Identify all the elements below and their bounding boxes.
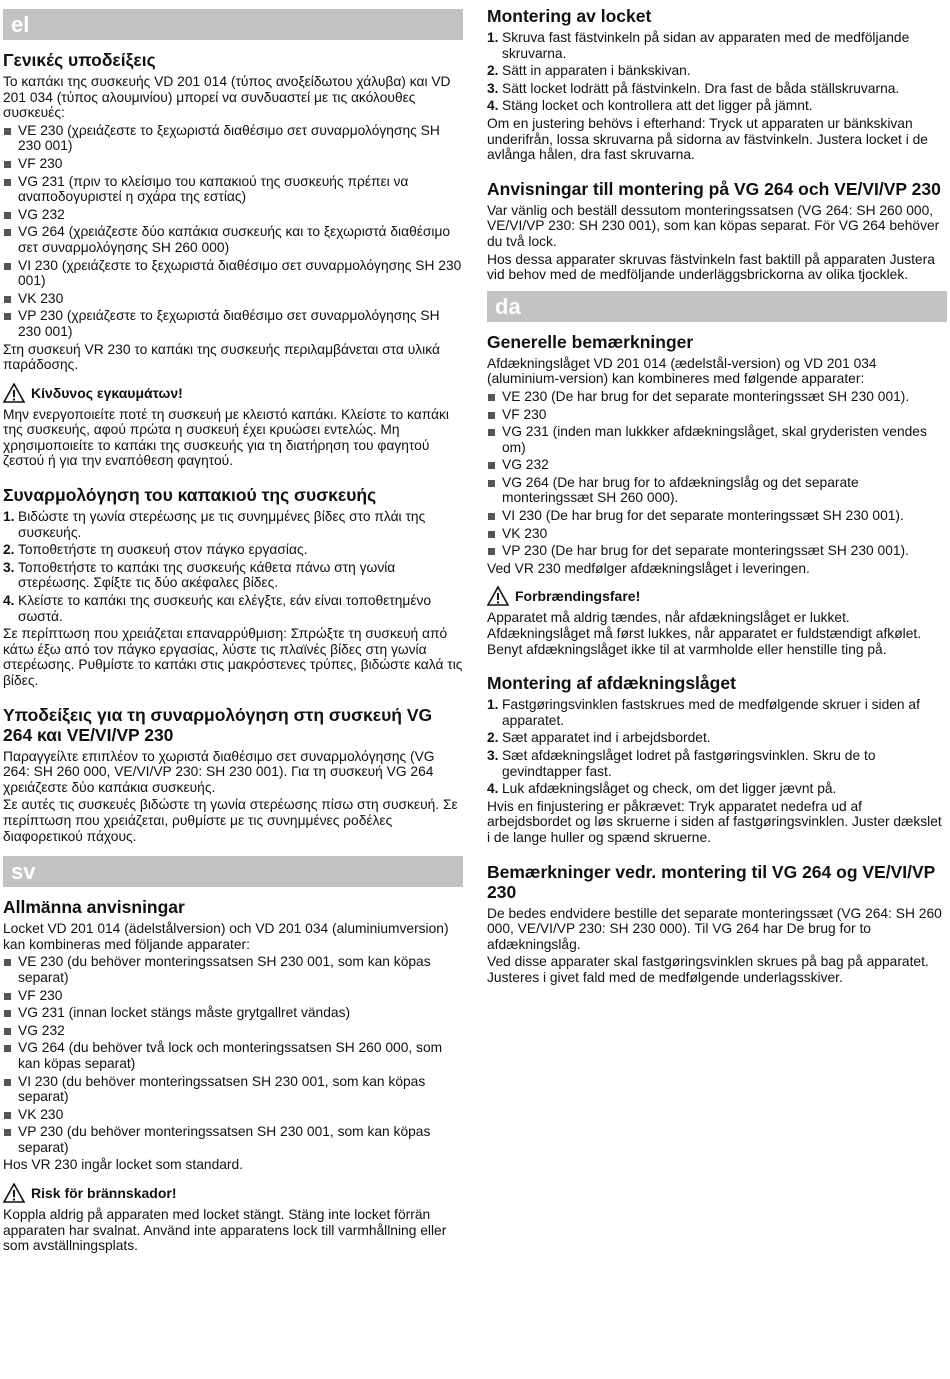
step-item: 3. Τοποθετήστε το καπάκι της συσκευής κάθετα πάνω στη γωνία στερέωσης. Σφίξτε τις δύο ακέφαλες βίδες.	[3, 559, 396, 591]
intro-paragraph-el: Το καπάκι της συσκευής VD 201 014 (τύπος ανοξείδωτου χάλυβα) και VD 201 034 (τύπος αλουμινίου) μπορεί να συνδυαστεί με τις ακόλουθες συσκευές:	[3, 74, 451, 121]
list-item: VG 232	[487, 457, 947, 473]
language-header-sv: sv	[3, 856, 463, 887]
list-item: VG 264 (χρειάζεστε δύο καπάκια συσκευής και το ξεχωριστά διαθέσιμο σετ συναρμολόγησης SH 260 000)	[3, 224, 463, 255]
section-heading-general-el: Γενικές υποδείξεις	[3, 50, 156, 70]
mount-steps-da	[487, 697, 947, 797]
step-item: 2. Sätt in apparaten i bänkskivan.	[487, 63, 691, 79]
adjust-paragraph-da: Hvis en finjustering er påkrævet: Tryk apparatet nedefra ud af arbejdsbordet og løs skruerne i siden af fastgøringsvinklen. Juster dækslet i de lange huller og spænd skruerne.	[487, 798, 942, 845]
warning-title-da: Forbrændingsfare!	[515, 588, 641, 605]
list-item: VF 230	[3, 156, 463, 172]
list-item: VE 230 (De har brug for det separate monteringssæt SH 230 001).	[487, 389, 947, 405]
step-item: 1. Fastgøringsvinklen fastskrues med de medfølgende skruer i siden af apparatet.	[487, 697, 920, 728]
list-item: VI 230 (χρειάζεστε το ξεχωριστά διαθέσιμο σετ συναρμολόγησης SH 230 001)	[3, 258, 463, 289]
warning-title-sv: Risk för brännskador!	[31, 1185, 177, 1202]
left-column	[3, 6, 463, 1256]
list-item: VG 231 (πριν το κλείσιμο του καπακιού της συσκευής πρέπει να αναποδογυριστεί η σχάρα της εστίας)	[3, 174, 463, 205]
warning-heading-da	[487, 586, 947, 606]
step-item: 2. Τοποθετήστε τη συσκευή στον πάγκο εργασίας.	[3, 542, 308, 558]
step-item: 4. Κλείστε το καπάκι της συσκευής και ελέγξτε, εάν είναι τοποθετημένο σωστά.	[3, 593, 432, 624]
warning-triangle-icon	[3, 383, 25, 403]
section-heading-general-sv: Allmänna anvisningar	[3, 897, 185, 918]
section-heading-vg-sv: Anvisningar till montering på VG 264 och VE/VI/VP 230	[487, 178, 941, 199]
vr-note-el: Στη συσκευή VR 230 το καπάκι της συσκευής περιλαμβάνεται στα υλικά παράδοσης.	[3, 341, 440, 373]
vg-paragraph-1-el: Παραγγείλτε επιπλέον το χωριστά διαθέσιμο σετ συναρμολόγησης (VG 264: SH 260 000, VE/VI/VP 230: SH 230 001). Για τη συσκευή VG 264 χρειάζεστε δύο καπάκια συσκευής.	[3, 748, 435, 795]
vr-note-sv: Hos VR 230 ingår locket som standard.	[3, 1157, 244, 1173]
mount-steps-el	[3, 509, 463, 624]
list-item: VG 264 (du behöver två lock och monteringssatsen SH 260 000, som kan köpas separat)	[3, 1040, 463, 1071]
vg-paragraph-2-el: Σε αυτές τις συσκευές βιδώστε τη γωνία στερέωσης πίσω στη συσκευή. Σε περίπτωση που χρειάζεται, ρυθμίστε με τις συνημμένες ροδέλες διαφορετικού πάχους.	[3, 797, 458, 844]
warning-heading-el	[3, 383, 463, 403]
step-item: 2. Sæt apparatet ind i arbejdsbordet.	[487, 730, 711, 746]
step-item: 4. Stäng locket och kontrollera att det ligger på jämnt.	[487, 98, 813, 114]
list-item: VF 230	[487, 407, 947, 423]
section-heading-mount-da: Montering af afdækningslåget	[487, 673, 736, 694]
list-item: VG 231 (innan locket stängs måste grytgallret vändas)	[3, 1005, 463, 1021]
vg-paragraph-1-sv: Var vänlig och beställ dessutom monteringssatsen (VG 264: SH 260 000, VE/VI/VP 230: SH 230 001), som kan köpas separat. För VG 264 behöver du två lock.	[487, 202, 940, 249]
list-item: VF 230	[3, 988, 463, 1004]
section-heading-mount-sv: Montering av locket	[487, 6, 652, 26]
list-item: VE 230 (du behöver monteringssatsen SH 230 001, som kan köpas separat)	[3, 954, 463, 985]
section-heading-general-da: Generelle bemærkninger	[487, 331, 694, 352]
list-item: VI 230 (du behöver monteringssatsen SH 230 001, som kan köpas separat)	[3, 1074, 463, 1105]
language-header-el: el	[3, 9, 463, 40]
vg-paragraph-2-da: Ved disse apparater skal fastgøringsvinklen skrues på bag på apparatet. Justeres i givet fald med de medfølgende underlagsskiver.	[487, 954, 929, 985]
warning-heading-sv	[3, 1183, 463, 1203]
vg-paragraph-2-sv: Hos dessa apparater skruvas fästvinkeln fast baktill på apparaten Justera vid behov med de medföljande underläggsbrickorna av olika tjocklek.	[487, 251, 935, 283]
intro-paragraph-da: Afdækningslåget VD 201 014 (ædelstål-version) og VD 201 034 (aluminium-version) kan kombineres med følgende apparater:	[487, 355, 877, 387]
list-item: VG 264 (De har brug for to afdækningslåg og det separate monteringssæt SH 260 000).	[487, 475, 947, 506]
adjust-paragraph-el: Σε περίπτωση που χρειάζεται επαναρρύθμιση: Σπρώξτε τη συσκευή από κάτω έξω από τον πάγκο εργασίας, λύστε τις πλαϊνές βίδες στη γωνία στερέωσης. Ρυθμίστε το καπάκι στις μακρόστενες τρύπες, βιδώστε καλά τις βίδες.	[3, 626, 463, 688]
list-item: VK 230	[3, 1107, 463, 1123]
section-heading-vg-el: Υποδείξεις για τη συναρμολόγηση στη συσκευή VG 264 και VE/VI/VP 230	[3, 704, 433, 745]
step-item: 1. Βιδώστε τη γωνία στερέωσης με τις συνημμένες βίδες στο πλάι της συσκευής.	[3, 509, 426, 540]
warning-title-el: Κίνδυνος εγκαυμάτων!	[31, 384, 183, 401]
list-item: VK 230	[3, 291, 463, 307]
section-heading-mount-el: Συναρμολόγηση του καπακιού της συσκευής	[3, 485, 377, 506]
list-item: VI 230 (De har brug for det separate monteringssæt SH 230 001).	[487, 508, 947, 524]
intro-paragraph-sv: Locket VD 201 014 (ädelstålversion) och VD 201 034 (aluminiumversion) kan kombineras med följande apparater:	[3, 921, 449, 952]
list-item: VP 230 (χρειάζεστε το ξεχωριστά διαθέσιμο σετ συναρμολόγησης SH 230 001)	[3, 308, 463, 339]
compatible-devices-list-sv	[3, 954, 463, 1155]
compatible-devices-list-el	[3, 123, 463, 340]
list-item: VG 232	[3, 1023, 463, 1039]
warning-text-sv: Koppla aldrig på apparaten med locket stängt. Stäng inte locket förrän apparaten har svalnat. Använd inte apparatens lock till varmhållning eller som avställningsplats.	[3, 1207, 447, 1254]
list-item: VG 231 (inden man lukkker afdækningslåget, skal gryderisten vendes om)	[487, 424, 947, 455]
warning-triangle-icon	[3, 1183, 25, 1203]
section-heading-vg-da: Bemærkninger vedr. montering til VG 264 og VE/VI/VP 230	[487, 861, 936, 902]
warning-text-da: Apparatet må aldrig tændes, når afdækningslåget er lukket. Afdækningslåget må først lukkes, når apparatet er fuldstændigt afkølet. Benyt afdækningslåget ikke til at varmholde eller henstille ting på.	[487, 610, 922, 657]
vg-paragraph-1-da: De bedes endvidere bestille det separate monteringssæt (VG 264: SH 260 000, VE/VI/VP 230: SH 230 000). Til VG 264 har De brug for to afdækningslåg.	[487, 905, 942, 952]
step-item: 1. Skruva fast fästvinkeln på sidan av apparaten med de medföljande skruvarna.	[487, 30, 910, 61]
vr-note-da: Ved VR 230 medfølger afdækningslåget i leveringen.	[487, 560, 810, 576]
list-item: VP 230 (du behöver monteringssatsen SH 230 001, som kan köpas separat)	[3, 1124, 463, 1155]
step-item: 3. Sätt locket lodrätt på fästvinkeln. Dra fast de båda ställskruvarna.	[487, 80, 900, 96]
list-item: VP 230 (De har brug for det separate monteringssæt SH 230 001).	[487, 543, 947, 559]
mount-steps-sv	[487, 30, 947, 114]
step-item: 4. Luk afdækningslåget og check, om det ligger jævnt på.	[487, 781, 837, 797]
list-item: VE 230 (χρειάζεστε το ξεχωριστά διαθέσιμο σετ συναρμολόγησης SH 230 001)	[3, 123, 463, 154]
list-item: VG 232	[3, 207, 463, 223]
language-header-da: da	[487, 291, 947, 322]
warning-text-el: Μην ενεργοποιείτε ποτέ τη συσκευή με κλειστό καπάκι. Κλείστε το καπάκι της συσκευής, αφού πρώτα η συσκευή έχει κρυώσει εντελώς. Μη χρησιμοποιείτε το καπάκι της συσκευής για τη διατήρηση του φαγητού ζεστού ή για την εναπόθεση φαγητού.	[3, 406, 449, 469]
compatible-devices-list-da	[487, 389, 947, 559]
step-item: 3. Sæt afdækningslåget lodret på fastgøringsvinklen. Skru de to gevindtapper fast.	[487, 748, 876, 779]
adjust-paragraph-sv: Om en justering behövs i efterhand: Tryck ut apparaten ur bänkskivan underifrån, lossa skruvarna på sidorna av fästvinkeln. Justera locket i de avlånga hålen, dra fast skruvarna.	[487, 115, 928, 163]
right-column	[487, 6, 947, 988]
warning-triangle-icon	[487, 586, 509, 606]
list-item: VK 230	[487, 526, 947, 542]
